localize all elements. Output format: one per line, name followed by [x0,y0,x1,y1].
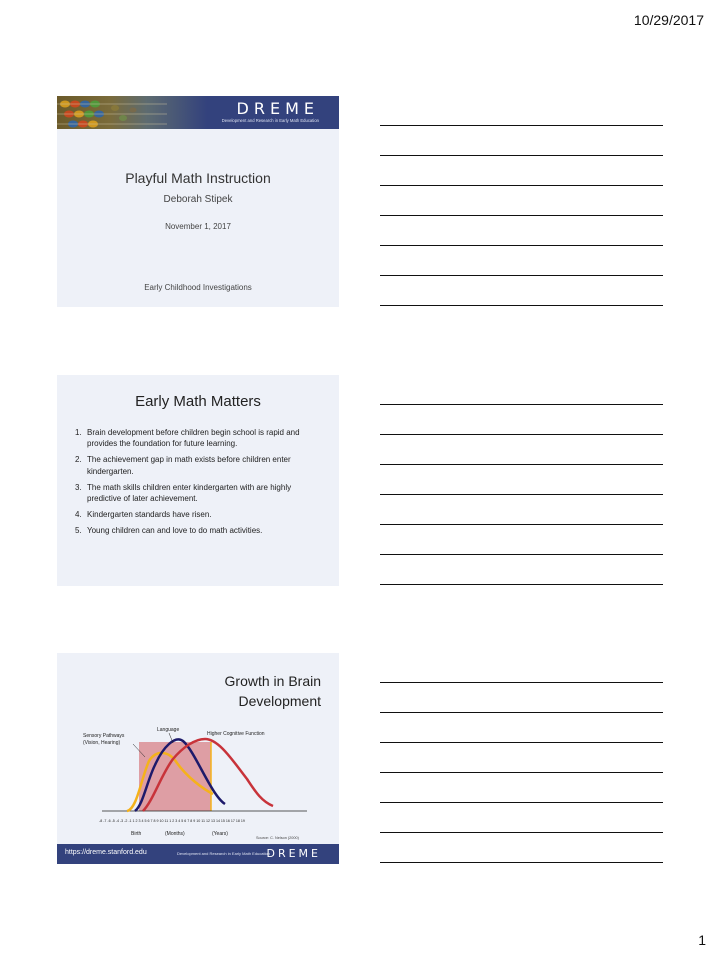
footer-tagline: Development and Research in Early Math Education [177,851,270,856]
note-line [380,833,663,863]
note-line [380,246,663,276]
dreme-tagline: Development and Research in Early Math Education [221,118,319,123]
annotation-sensory: Sensory Pathways [83,733,125,739]
note-line [380,803,663,833]
note-line [380,405,663,435]
list-item: 3. The math skills children enter kindergarten with are highly predictive of later achievement. [75,482,292,503]
list-item: 4. Kindergarten standards have risen. [75,510,212,520]
footer-url: https://dreme.stanford.edu [65,849,147,856]
slide-banner [57,96,339,129]
slide-footer [57,844,339,864]
note-line [380,186,663,216]
footer-logo: DREME [266,847,321,860]
annotation-language: Language [157,727,180,733]
x-tick-labels: -8 -7 -6 -5 -4 -3 -2 -1 1 2 3 4 5 6 7 8 9 10 11 1 2 3 4 5 6 7 8 9 10 11 12 13 14 15 16 17 18 19 [99,819,245,823]
list-item: 1. Brain development before children begin school is rapid and provides the foundation for future learning. [75,428,300,449]
note-line [380,276,663,306]
slide-title-text: Growth in Brain Development [224,673,321,710]
note-line [380,96,663,126]
list-item: 5. Young children can and love to do math activities. [75,526,263,536]
slide-title-text: Playful Math Instruction [125,170,271,186]
note-line [380,773,663,803]
note-line [380,375,663,405]
dreme-logo: DREME [236,99,319,118]
notes-lines-1 [380,96,663,306]
note-line [380,435,663,465]
note-line [380,465,663,495]
note-line [380,713,663,743]
annotation-sensory-sub: (Vision, Hearing) [83,740,121,746]
note-line [380,126,663,156]
slide-title [57,96,339,307]
slide-brain-growth [57,653,339,864]
slide-date: November 1, 2017 [165,222,231,231]
abacus-image [57,96,207,129]
page-number: 1 [698,932,706,948]
note-line [380,216,663,246]
slide-early-math [57,375,339,586]
slide-title-text: Early Math Matters [135,393,261,410]
bullet-list [75,427,325,542]
note-line [380,683,663,713]
note-line [380,495,663,525]
slide-organization: Early Childhood Investigations [144,283,252,292]
chart-source: Source: C. Nelson (2000) [256,836,299,840]
note-line [380,156,663,186]
x-group-years: (Years) [212,831,228,837]
header-date: 10/29/2017 [633,12,704,28]
note-line [380,653,663,683]
note-line [380,743,663,773]
brain-growth-chart [57,715,339,845]
x-group-months: (Months) [165,831,185,837]
annotation-higher-cognitive: Higher Cognitive Function [207,731,265,737]
x-group-birth: Birth [131,831,142,837]
slide-author: Deborah Stipek [163,194,233,205]
note-line [380,555,663,585]
list-item: 2. The achievement gap in math exists before children enter kindergarten. [75,455,291,476]
notes-lines-3 [380,653,663,863]
note-line [380,525,663,555]
notes-lines-2 [380,375,663,585]
